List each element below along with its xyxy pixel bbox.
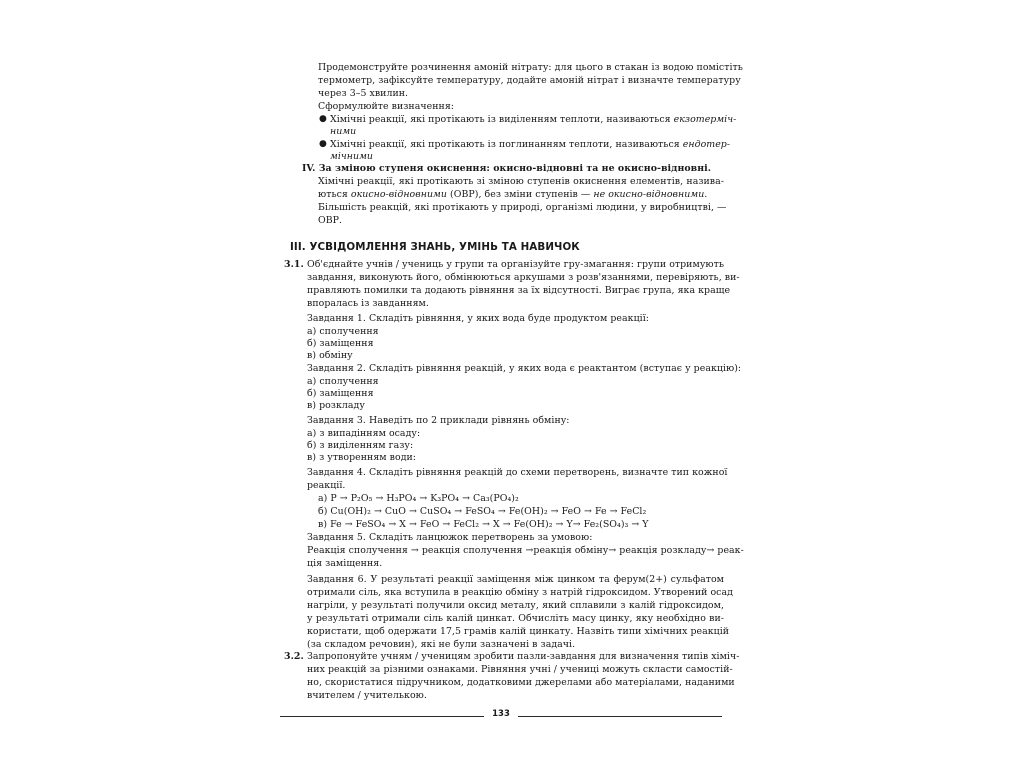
text-line: Об'єднайте учнів / учениць у групи та організуйте гру-змагання: групи отримують: [307, 259, 724, 270]
text-line: завдання, виконують його, обмінюються аркушами з розв'язаннями, перевіряють, ви-: [307, 272, 740, 283]
task-6-text: у результаті отримали сіль калій цинкат. Обчисліть масу цинку, яку необхідно ви-: [307, 613, 724, 624]
bullet-line-term: ними: [330, 126, 357, 137]
task-4-title: Завдання 4. Складіть рівняння реакцій до схеми перетворень, визначте тип кожної: [307, 467, 728, 478]
page-number: 133: [492, 709, 510, 719]
task-option: в) розкладу: [307, 400, 365, 411]
section-heading: ІІІ. УСВІДОМЛЕННЯ ЗНАНЬ, УМІНЬ ТА НАВИЧОК: [290, 241, 580, 253]
task-2-title: Завдання 2. Складіть рівняння реакцій, у яких вода є реактантом (вступає у реакцію):: [307, 363, 742, 374]
equation-chain: б) Cu(OH)₂ → CuO → CuSO₄ → FeSO₄ → Fe(OH)₂ → FeO → Fe → FeCl₂: [318, 506, 647, 517]
text-line: впоралась із завданням.: [307, 298, 429, 309]
bullet-line: Хімічні реакції, які протікають із виділенням теплоти, називаються екзотерміч-: [330, 114, 737, 125]
task-option: в) з утворенням води:: [307, 452, 417, 463]
task-6-text: Завдання 6. У результаті реакції заміщення між цинком та ферум(2+) сульфатом: [307, 574, 724, 585]
equation-chain: в) Fe → FeSO₄ → X → FeO → FeCl₂ → X → Fe(OH)₂ → Y→ Fe₂(SO₄)₃ → Y: [318, 519, 649, 530]
bullet-line-term: мічними: [330, 151, 373, 162]
text-line: Сформулюйте визначення:: [318, 101, 454, 112]
text-line: Запропонуйте учням / ученицям зробити пазли-завдання для визначення типів хіміч-: [307, 651, 740, 662]
bullet-line: Хімічні реакції, які протікають із поглинанням теплоти, називаються ендотер-: [330, 139, 731, 150]
task-option: а) сполучення: [307, 326, 379, 337]
task-option: б) заміщення: [307, 388, 374, 399]
task-option: а) сполучення: [307, 376, 379, 387]
text-line: ція заміщення.: [307, 558, 383, 569]
text-line: ОВР.: [318, 215, 343, 226]
text-line: через 3–5 хвилин.: [318, 88, 409, 99]
item-number: 3.1.: [284, 259, 304, 270]
task-3-title: Завдання 3. Наведіть по 2 приклади рівнянь обміну:: [307, 415, 570, 426]
text-line: вчителем / учителькою.: [307, 690, 427, 701]
task-option: в) обміну: [307, 350, 353, 361]
text-line: Більшість реакцій, які протікають у природі, організмі людини, у виробництві, —: [318, 202, 727, 213]
page-content: [278, 56, 744, 728]
task-option: б) заміщення: [307, 338, 374, 349]
task-6-text: користати, щоб одержати 17,5 грамів калій цинкату. Назвіть типи хімічних реакцій: [307, 626, 730, 637]
bullet-icon: ●: [319, 114, 327, 124]
footer-rule-left: [280, 716, 484, 717]
task-option: а) з випадінням осаду:: [307, 428, 421, 439]
task-6-text: нагріли, у результаті получили оксид металу, який сплавили з калій гідроксидом,: [307, 600, 724, 611]
text-line: Продемонструйте розчинення амоній нітрату: для цього в стакан із водою помістіть: [318, 62, 743, 73]
task-option: б) з виділенням газу:: [307, 440, 414, 451]
bullet-icon: ●: [319, 139, 327, 149]
task-6-text: отримали сіль, яка вступила в реакцію обміну з натрій гідроксидом. Утворений осад: [307, 587, 733, 598]
equation-chain: а) P → P₂O₅ → H₃PO₄ → K₃PO₄ → Ca₃(PO₄)₂: [318, 493, 519, 504]
text-line: термометр, зафіксуйте температуру, додайте амоній нітрат і визначте температуру: [318, 75, 741, 86]
section-iv-title: IV. За зміною ступеня окиснення: окисно-відновні та не окисно-відновні.: [302, 163, 712, 174]
text-line: них реакцій за різними ознаками. Рівняння учні / учениці можуть скласти самостій-: [307, 664, 733, 675]
footer-rule-right: [518, 716, 722, 717]
text-line: ються окисно-відновними (ОВР), без зміни ступенів — не окисно-відновними.: [318, 189, 708, 200]
task-6-text: (за складом речовин), які не були зазначені в задачі.: [307, 639, 576, 650]
text-line: правляють помилки та додають рівняння за їх відсутності. Виграє група, яка краще: [307, 285, 731, 296]
item-number: 3.2.: [284, 651, 304, 662]
text-line: но, скористатися підручником, додатковими джерелами або матеріалами, наданими: [307, 677, 735, 688]
task-1-title: Завдання 1. Складіть рівняння, у яких вода буде продуктом реакції:: [307, 313, 649, 324]
text-line: Хімічні реакції, які протікають зі зміною ступенів окиснення елементів, назива-: [318, 176, 724, 187]
text-line: реакції.: [307, 480, 346, 491]
text-line: Реакція сполучення → реакція сполучення →реакція обміну→ реакція розкладу→ реак-: [307, 545, 744, 556]
task-5-title: Завдання 5. Складіть ланцюжок перетворень за умовою:: [307, 532, 593, 543]
